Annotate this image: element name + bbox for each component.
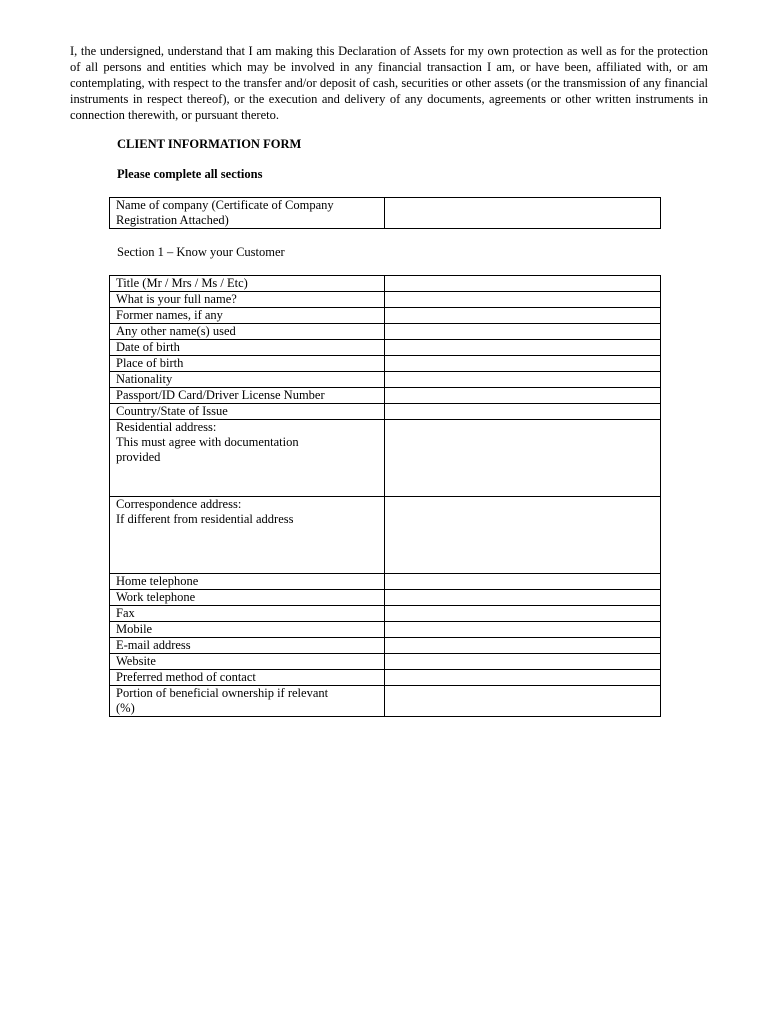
table-row bbox=[110, 638, 661, 654]
residential-label-line-3: provided bbox=[116, 450, 161, 464]
correspondence-label-line-2: If different from residential address bbox=[116, 512, 294, 526]
fax-field[interactable] bbox=[385, 606, 661, 622]
home-telephone-label: Home telephone bbox=[110, 574, 385, 590]
ownership-label-line-1: Portion of beneficial ownership if relevant bbox=[116, 686, 329, 700]
residential-label-line-1: Residential address: bbox=[116, 420, 217, 434]
company-label-line-2: Registration Attached) bbox=[116, 213, 229, 227]
place-of-birth-label: Place of birth bbox=[110, 356, 385, 372]
residential-address-field[interactable] bbox=[385, 420, 661, 497]
beneficial-ownership-field[interactable] bbox=[385, 686, 661, 717]
former-names-label: Former names, if any bbox=[110, 308, 385, 324]
table-row bbox=[110, 356, 661, 372]
country-of-issue-field[interactable] bbox=[385, 404, 661, 420]
place-of-birth-field[interactable] bbox=[385, 356, 661, 372]
company-table bbox=[109, 197, 661, 229]
full-name-field[interactable] bbox=[385, 292, 661, 308]
form-instruction: Please complete all sections bbox=[117, 167, 263, 181]
nationality-label: Nationality bbox=[110, 372, 385, 388]
table-row bbox=[110, 372, 661, 388]
table-row bbox=[110, 606, 661, 622]
company-label-line-1: Name of company (Certificate of Company bbox=[116, 198, 334, 212]
preferred-contact-label: Preferred method of contact bbox=[110, 670, 385, 686]
preferred-contact-field[interactable] bbox=[385, 670, 661, 686]
passport-number-label: Passport/ID Card/Driver License Number bbox=[110, 388, 385, 404]
section-1-title: Section 1 – Know your Customer bbox=[117, 245, 285, 259]
residential-address-label bbox=[110, 420, 385, 497]
table-row bbox=[110, 276, 661, 292]
date-of-birth-field[interactable] bbox=[385, 340, 661, 356]
table-row bbox=[110, 670, 661, 686]
other-names-field[interactable] bbox=[385, 324, 661, 340]
title-field[interactable] bbox=[385, 276, 661, 292]
table-row bbox=[110, 308, 661, 324]
table-row bbox=[110, 292, 661, 308]
beneficial-ownership-label bbox=[110, 686, 385, 717]
work-telephone-label: Work telephone bbox=[110, 590, 385, 606]
date-of-birth-label: Date of birth bbox=[110, 340, 385, 356]
table-row bbox=[110, 420, 661, 497]
table-row bbox=[110, 622, 661, 638]
table-row bbox=[110, 590, 661, 606]
other-names-label: Any other name(s) used bbox=[110, 324, 385, 340]
country-of-issue-label: Country/State of Issue bbox=[110, 404, 385, 420]
correspondence-label-line-1: Correspondence address: bbox=[116, 497, 242, 511]
table-row bbox=[110, 497, 661, 574]
ownership-label-line-2: (%) bbox=[116, 701, 135, 715]
form-title: CLIENT INFORMATION FORM bbox=[117, 137, 302, 151]
table-row bbox=[110, 574, 661, 590]
website-label: Website bbox=[110, 654, 385, 670]
passport-number-field[interactable] bbox=[385, 388, 661, 404]
work-telephone-field[interactable] bbox=[385, 590, 661, 606]
company-name-field[interactable] bbox=[385, 198, 661, 229]
title-label: Title (Mr / Mrs / Ms / Etc) bbox=[110, 276, 385, 292]
table-row bbox=[110, 324, 661, 340]
fax-label: Fax bbox=[110, 606, 385, 622]
table-row bbox=[110, 404, 661, 420]
kyc-table bbox=[109, 275, 661, 717]
home-telephone-field[interactable] bbox=[385, 574, 661, 590]
full-name-label: What is your full name? bbox=[110, 292, 385, 308]
mobile-field[interactable] bbox=[385, 622, 661, 638]
table-row bbox=[110, 686, 661, 717]
table-row bbox=[110, 340, 661, 356]
former-names-field[interactable] bbox=[385, 308, 661, 324]
company-name-label bbox=[110, 198, 385, 229]
residential-label-line-2: This must agree with documentation bbox=[116, 435, 299, 449]
website-field[interactable] bbox=[385, 654, 661, 670]
email-address-label: E-mail address bbox=[110, 638, 385, 654]
correspondence-address-label bbox=[110, 497, 385, 574]
mobile-label: Mobile bbox=[110, 622, 385, 638]
correspondence-address-field[interactable] bbox=[385, 497, 661, 574]
nationality-field[interactable] bbox=[385, 372, 661, 388]
table-row bbox=[110, 654, 661, 670]
table-row bbox=[110, 388, 661, 404]
declaration-paragraph: I, the undersigned, understand that I am making this Declaration of Assets for my own protection as well as for the protection of all persons and entities which may be involved in any financial transaction I am, or have been, affiliated with, or am contemplating, with respect to the transfer and/or deposit of cash, securities or other assets (or the transmission of any financial instruments in respect thereof), or the execution and delivery of any documents, agreements or other written instruments in connection therewith, or pursuant thereto. bbox=[70, 44, 708, 122]
table-row bbox=[110, 198, 661, 229]
email-address-field[interactable] bbox=[385, 638, 661, 654]
